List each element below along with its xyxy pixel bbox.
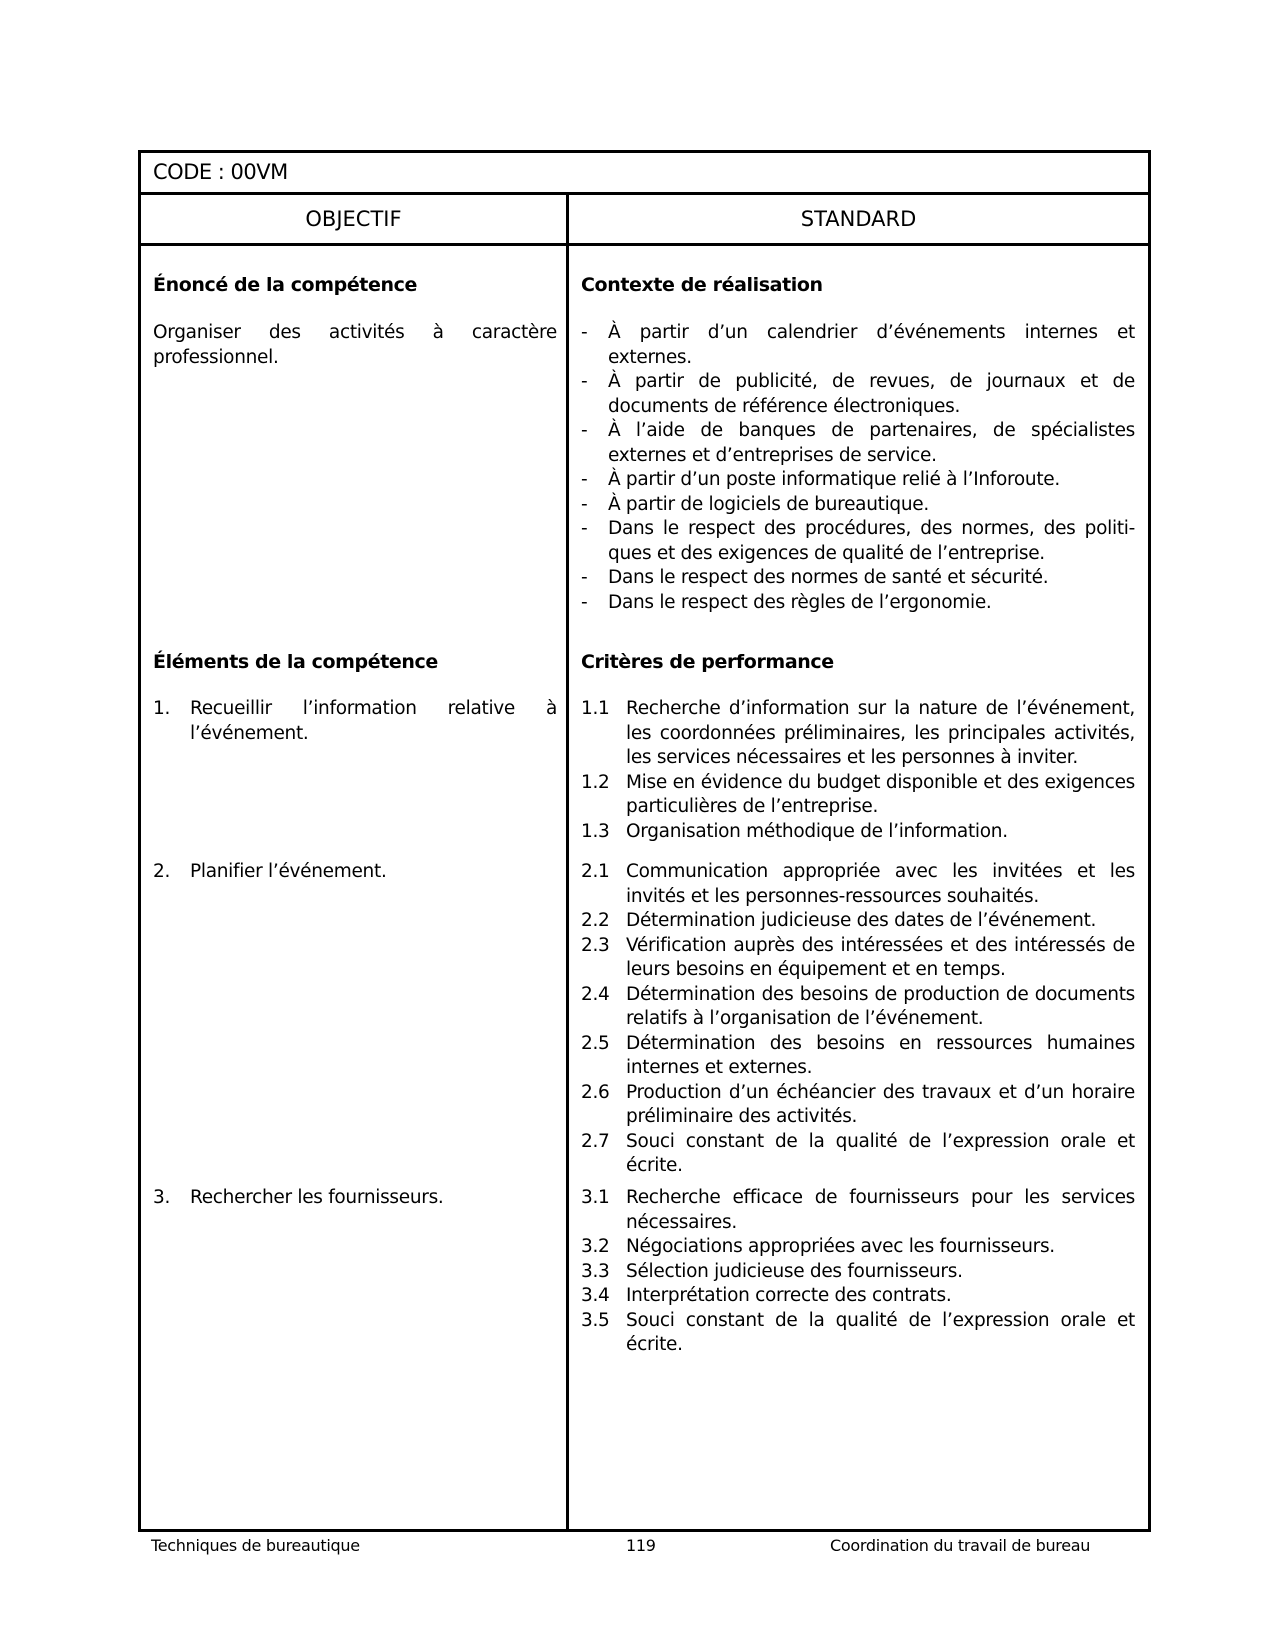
criterion-item: 1.1 Recherche d’information sur la nature de l’événement, les coordonnées préliminaires, les principales activités, les services nécessaires et les personnes à inviter.	[581, 698, 1135, 768]
code-label: CODE : 00VM	[153, 160, 288, 184]
header-standard: STANDARD	[800, 207, 917, 231]
criterion-item: 2.7 Souci constant de la qualité de l’expression orale et écrite.	[581, 1130, 1135, 1176]
column-divider	[566, 195, 569, 1529]
criteria-group-3	[581, 1186, 1135, 1358]
context-item: - À partir d’un calendrier d’événements internes et externes.	[581, 322, 1135, 368]
criterion-item: 2.5 Détermination des besoins en ressources humaines internes et externes.	[581, 1032, 1135, 1078]
criterion-item: 2.4 Détermination des besoins de production de documents relatifs à l’organisation de l’événement.	[581, 983, 1135, 1029]
element-item	[153, 860, 557, 885]
criteria-title: Critères de performance	[581, 651, 834, 673]
element-text: Planifier l’événement.	[190, 861, 387, 882]
page-number: 119	[626, 1536, 656, 1555]
criterion-item: 2.1 Communication appropriée avec les invitées et les invités et les personnes-ressources souhaités.	[581, 861, 1135, 907]
criterion-item: 3.5 Souci constant de la qualité de l’expression orale et écrite.	[581, 1309, 1135, 1355]
criterion-item: 3.4 Interprétation correcte des contrats.	[581, 1285, 952, 1306]
context-item: - Dans le respect des procédures, des normes, des politi-ques et des exigences de qualité de l’entreprise.	[581, 518, 1135, 564]
criterion-item: 3.1 Recherche efficace de fournisseurs pour les services nécessaires.	[581, 1187, 1135, 1233]
code-row	[141, 153, 1148, 195]
header-row	[141, 195, 1148, 246]
criterion-item: 3.2 Négociations appropriées avec les fournisseurs.	[581, 1236, 1055, 1257]
objective-column	[153, 246, 557, 1529]
criteria-group-2	[581, 860, 1135, 1179]
criterion-item: 2.6 Production d’un échéancier des travaux et d’un horaire préliminaire des activités.	[581, 1081, 1135, 1127]
header-objective: OBJECTIF	[305, 207, 402, 231]
criterion-item: 2.3 Vérification auprès des intéressées et des intéressés de leurs besoins en équipement et en temps.	[581, 934, 1135, 980]
context-item: - À partir de logiciels de bureautique.	[581, 493, 929, 515]
element-text: Recueillir l’information relative à l’événement.	[190, 698, 557, 744]
criterion-item: 3.3 Sélection judicieuse des fournisseurs.	[581, 1260, 963, 1282]
criterion-item: 1.2 Mise en évidence du budget disponible et des exigences particulières de l’entreprise.	[581, 771, 1135, 817]
context-item: - À partir d’un poste informatique relié à l’Inforoute.	[581, 469, 1060, 490]
context-item: - Dans le respect des normes de santé et sécurité.	[581, 567, 1049, 588]
criterion-item: 1.3 Organisation méthodique de l’information.	[581, 820, 1008, 842]
context-item: - Dans le respect des règles de l’ergonomie.	[581, 591, 992, 613]
element-item	[153, 697, 557, 746]
context-item: - À l’aide de banques de partenaires, de spécialistes externes et d’entreprises de service.	[581, 420, 1135, 466]
standard-column	[581, 246, 1141, 1529]
context-title: Contexte de réalisation	[581, 274, 823, 296]
criteria-group-1	[581, 697, 1135, 844]
element-number: 2.	[153, 861, 171, 882]
footer-module: Coordination du travail de bureau	[830, 1536, 1091, 1555]
context-item: - À partir de publicité, de revues, de journaux et de documents de référence électroniques.	[581, 371, 1135, 417]
elements-title: Éléments de la compétence	[153, 651, 438, 673]
competency-table	[138, 150, 1151, 1532]
footer-program: Techniques de bureautique	[151, 1536, 360, 1555]
context-list	[581, 321, 1135, 615]
criterion-item: 2.2 Détermination judicieuse des dates de l’événement.	[581, 910, 1097, 931]
element-number: 3.	[153, 1187, 171, 1208]
statement-text: Organiser des activités à caractère professionnel.	[153, 322, 557, 368]
element-item	[153, 1186, 557, 1211]
statement-title: Énoncé de la compétence	[153, 274, 417, 296]
element-number: 1.	[153, 698, 171, 719]
element-text: Rechercher les fournisseurs.	[190, 1187, 444, 1208]
